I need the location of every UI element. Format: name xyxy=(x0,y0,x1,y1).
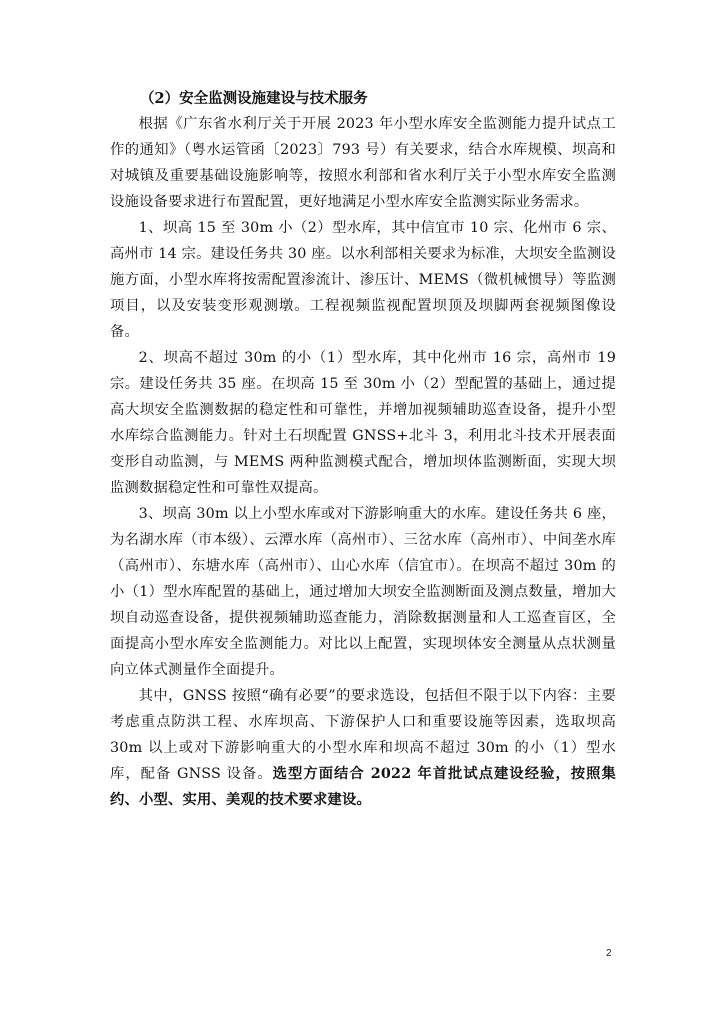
paragraph-intro: 根据《广东省水利厅关于开展 2023 年小型水库安全监测能力提升试点工作的通知》（粤水运管函〔2023〕793 号）有关要求，结合水库规模、坝高和对城镇及重要基础设施影响等，按照水利部和省水利厅关于小型水库安全监测设施设备要求进行布置配置，更好地满足小型水库安全监测实际业务需求。 xyxy=(110,116,616,210)
paragraph-item-2: 2、坝高不超过 30m 的小（1）型水库，其中化州市 16 宗，高州市 19 宗。建设任务共 35 座。在坝高 15 至 30m 小（2）型配置的基础上，通过提高大坝安全监测数据的稳定性和可靠性，并增加视频辅助巡查设备，提升小型水库综合监测能力。针对土石坝配置 GNSS+北斗 3，利用北斗技术开展表面变形自动监测，与 MEMS 两种监测模式配合，增加坝体监测断面，实现大坝监测数据稳定性和可靠性双提高。 xyxy=(110,350,616,496)
paragraph-gnss xyxy=(110,683,616,813)
paragraph-gnss-text: 其中，GNSS 按照“确有必要”的要求选设，包括但不限于以下内容：主要考虑重点防洪工程、水库坝高、下游保护人口和重要设施等因素，选取坝高 30m 以上或对下游影响重大的小型水库和坝高不超过 30m 的小（1）型水库，配备 GNSS 设备。 xyxy=(110,688,616,782)
paragraph-item-3: 3、坝高 30m 以上小型水库或对下游影响重大的水库。建设任务共 6 座，为名湖水库（市本级）、云潭水库（高州市）、三岔水库（高州市）、中间垄水库（高州市）、东塘水库（高州市）、山心水库（信宜市）。在坝高不超过 30m 的小（1）型水库配置的基础上，通过增加大坝安全监测断面及测点数量，增加大坝自动巡查设备，提供视频辅助巡查能力，消除数据测量和人工巡查盲区，全面提高小型水库安全监测能力。对比以上配置，实现坝体安全测量从点状测量向立体式测量作全面提升。 xyxy=(110,506,616,678)
section-heading: （2）安全监测设施建设与技术服务 xyxy=(140,90,368,107)
paragraph-item-1: 1、坝高 15 至 30m 小（2）型水库，其中信宜市 10 宗、化州市 6 宗、高州市 14 宗。建设任务共 30 座。以水利部相关要求为标准，大坝安全监测设施方面，小型水库将按需配置渗流计、渗压计、MEMS（微机械惯导）等监测项目，以及安装变形观测墩。工程视频监视配置坝顶及坝脚两套视频图像设备。 xyxy=(110,220,616,340)
paragraph-gnss-bold-text: 选型方面结合 2022 年首批试点建设经验，按照集约、小型、实用、美观的技术要求建设。 xyxy=(110,766,616,808)
page-number: 2 xyxy=(606,948,612,959)
document-body xyxy=(110,86,616,813)
